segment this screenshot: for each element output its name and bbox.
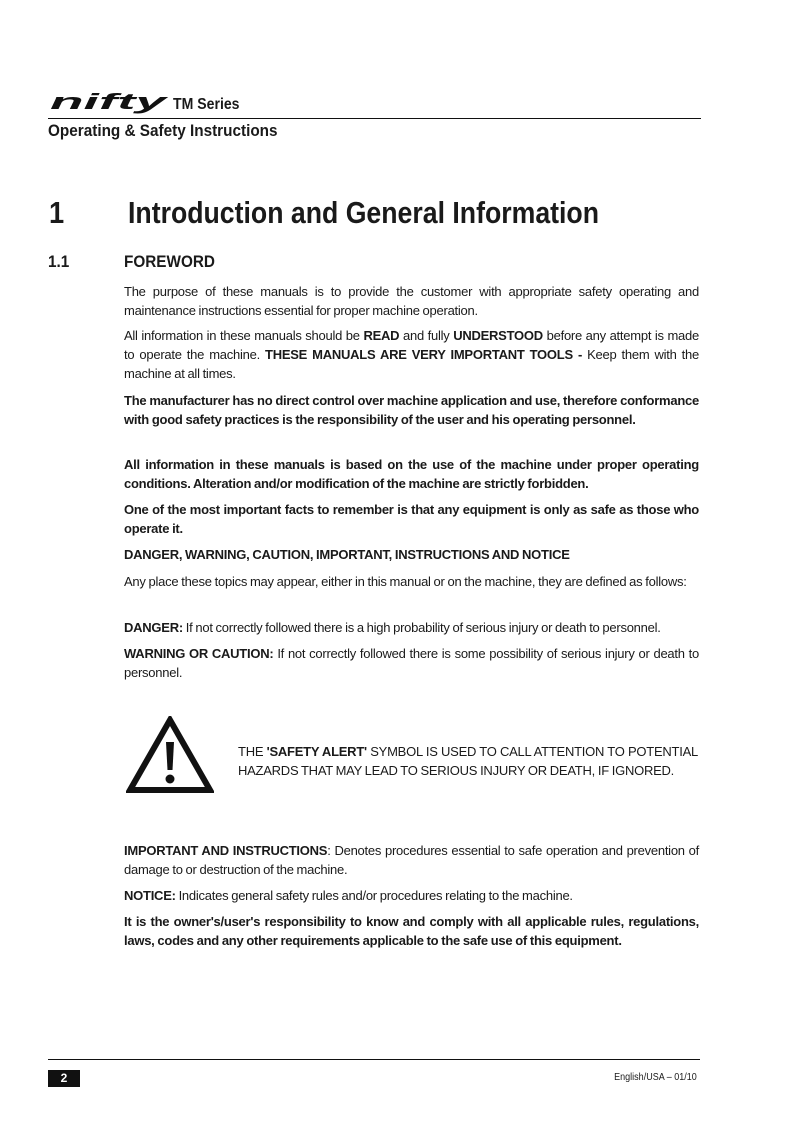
text-run: All information in these manuals should be	[124, 328, 364, 343]
header-rule	[48, 118, 701, 119]
label-warning: WARNING OR CAUTION:	[124, 646, 274, 661]
topics-heading: DANGER, WARNING, CAUTION, IMPORTANT, INSTRUCTIONS AND NOTICE	[124, 547, 570, 562]
label-danger: DANGER:	[124, 620, 183, 635]
paragraph-read-understood	[124, 326, 699, 383]
label-notice: NOTICE:	[124, 888, 176, 903]
label-important: IMPORTANT AND INSTRUCTIONS	[124, 843, 328, 858]
text-run: THE	[238, 744, 267, 759]
definition-warning	[124, 644, 699, 682]
series-title: TM Series	[173, 96, 240, 113]
footer-rule	[48, 1059, 700, 1060]
definition-danger	[124, 618, 699, 637]
chapter-title: Introduction and General Information	[128, 195, 600, 230]
chapter-number: 1	[49, 195, 65, 230]
section-number: 1.1	[48, 252, 70, 271]
section-title: FOREWORD	[124, 252, 215, 271]
text-run: Keep them with the machine at all times.	[124, 347, 699, 381]
emphasis-understood: UNDERSTOOD	[453, 328, 543, 343]
text-run: before any attempt is made to operate the machine.	[124, 328, 699, 362]
paragraph-owner-responsibility: It is the owner's/user's responsibility to know and comply with all applicable rules, regulations, laws, codes and any other requirements applicable to the safe use of this equipment.	[124, 914, 699, 948]
language-version: English/USA – 01/10	[614, 1072, 697, 1083]
paragraph-proper-conditions: All information in these manuals is based on the use of the machine under proper operating conditions. Alteration and/or modification of the machine are strictly forbidden.	[124, 457, 699, 491]
paragraph-purpose: The purpose of these manuals is to provide the customer with appropriate safety operating and maintenance instructions essential for proper machine operation.	[124, 284, 699, 318]
text-run: If not correctly followed there is a high probability of serious injury or death to personnel.	[182, 620, 661, 635]
text-run: : Denotes procedures essential to safe operation and prevention of damage to or destruction of the machine.	[124, 843, 699, 877]
text-run: and fully	[399, 328, 454, 343]
definition-notice	[124, 886, 699, 905]
warning-triangle-icon	[126, 716, 214, 794]
text-run: Indicates general safety rules and/or procedures relating to the machine.	[175, 888, 573, 903]
safety-alert-label: 'SAFETY ALERT'	[266, 744, 367, 759]
page-number: 2	[48, 1070, 80, 1087]
nifty-logo	[48, 92, 170, 114]
document-subtitle: Operating & Safety Instructions	[48, 121, 278, 140]
paragraph-topics-defined: Any place these topics may appear, either in this manual or on the machine, they are defined as follows:	[124, 574, 687, 589]
emphasis-read: READ	[363, 328, 400, 343]
paragraph-safe-as-operators: One of the most important facts to remember is that any equipment is only as safe as those who operate it.	[124, 502, 699, 536]
text-run: SYMBOL IS USED TO CALL ATTENTION TO POTENTIAL HAZARDS THAT MAY LEAD TO SERIOUS INJURY OR DEATH, IF IGNORED.	[238, 744, 698, 778]
paragraph-manufacturer: The manufacturer has no direct control over machine application and use, therefore conformance with good safety practices is the responsibility of the user and his operating personnel.	[124, 393, 699, 427]
emphasis-important-tools: THESE MANUALS ARE VERY IMPORTANT TOOLS -	[265, 347, 583, 362]
definition-important	[124, 841, 699, 879]
safety-alert-text	[238, 742, 698, 780]
logo-text: nifty	[50, 92, 170, 114]
text-run: If not correctly followed there is some possibility of serious injury or death to personnel.	[124, 646, 699, 680]
